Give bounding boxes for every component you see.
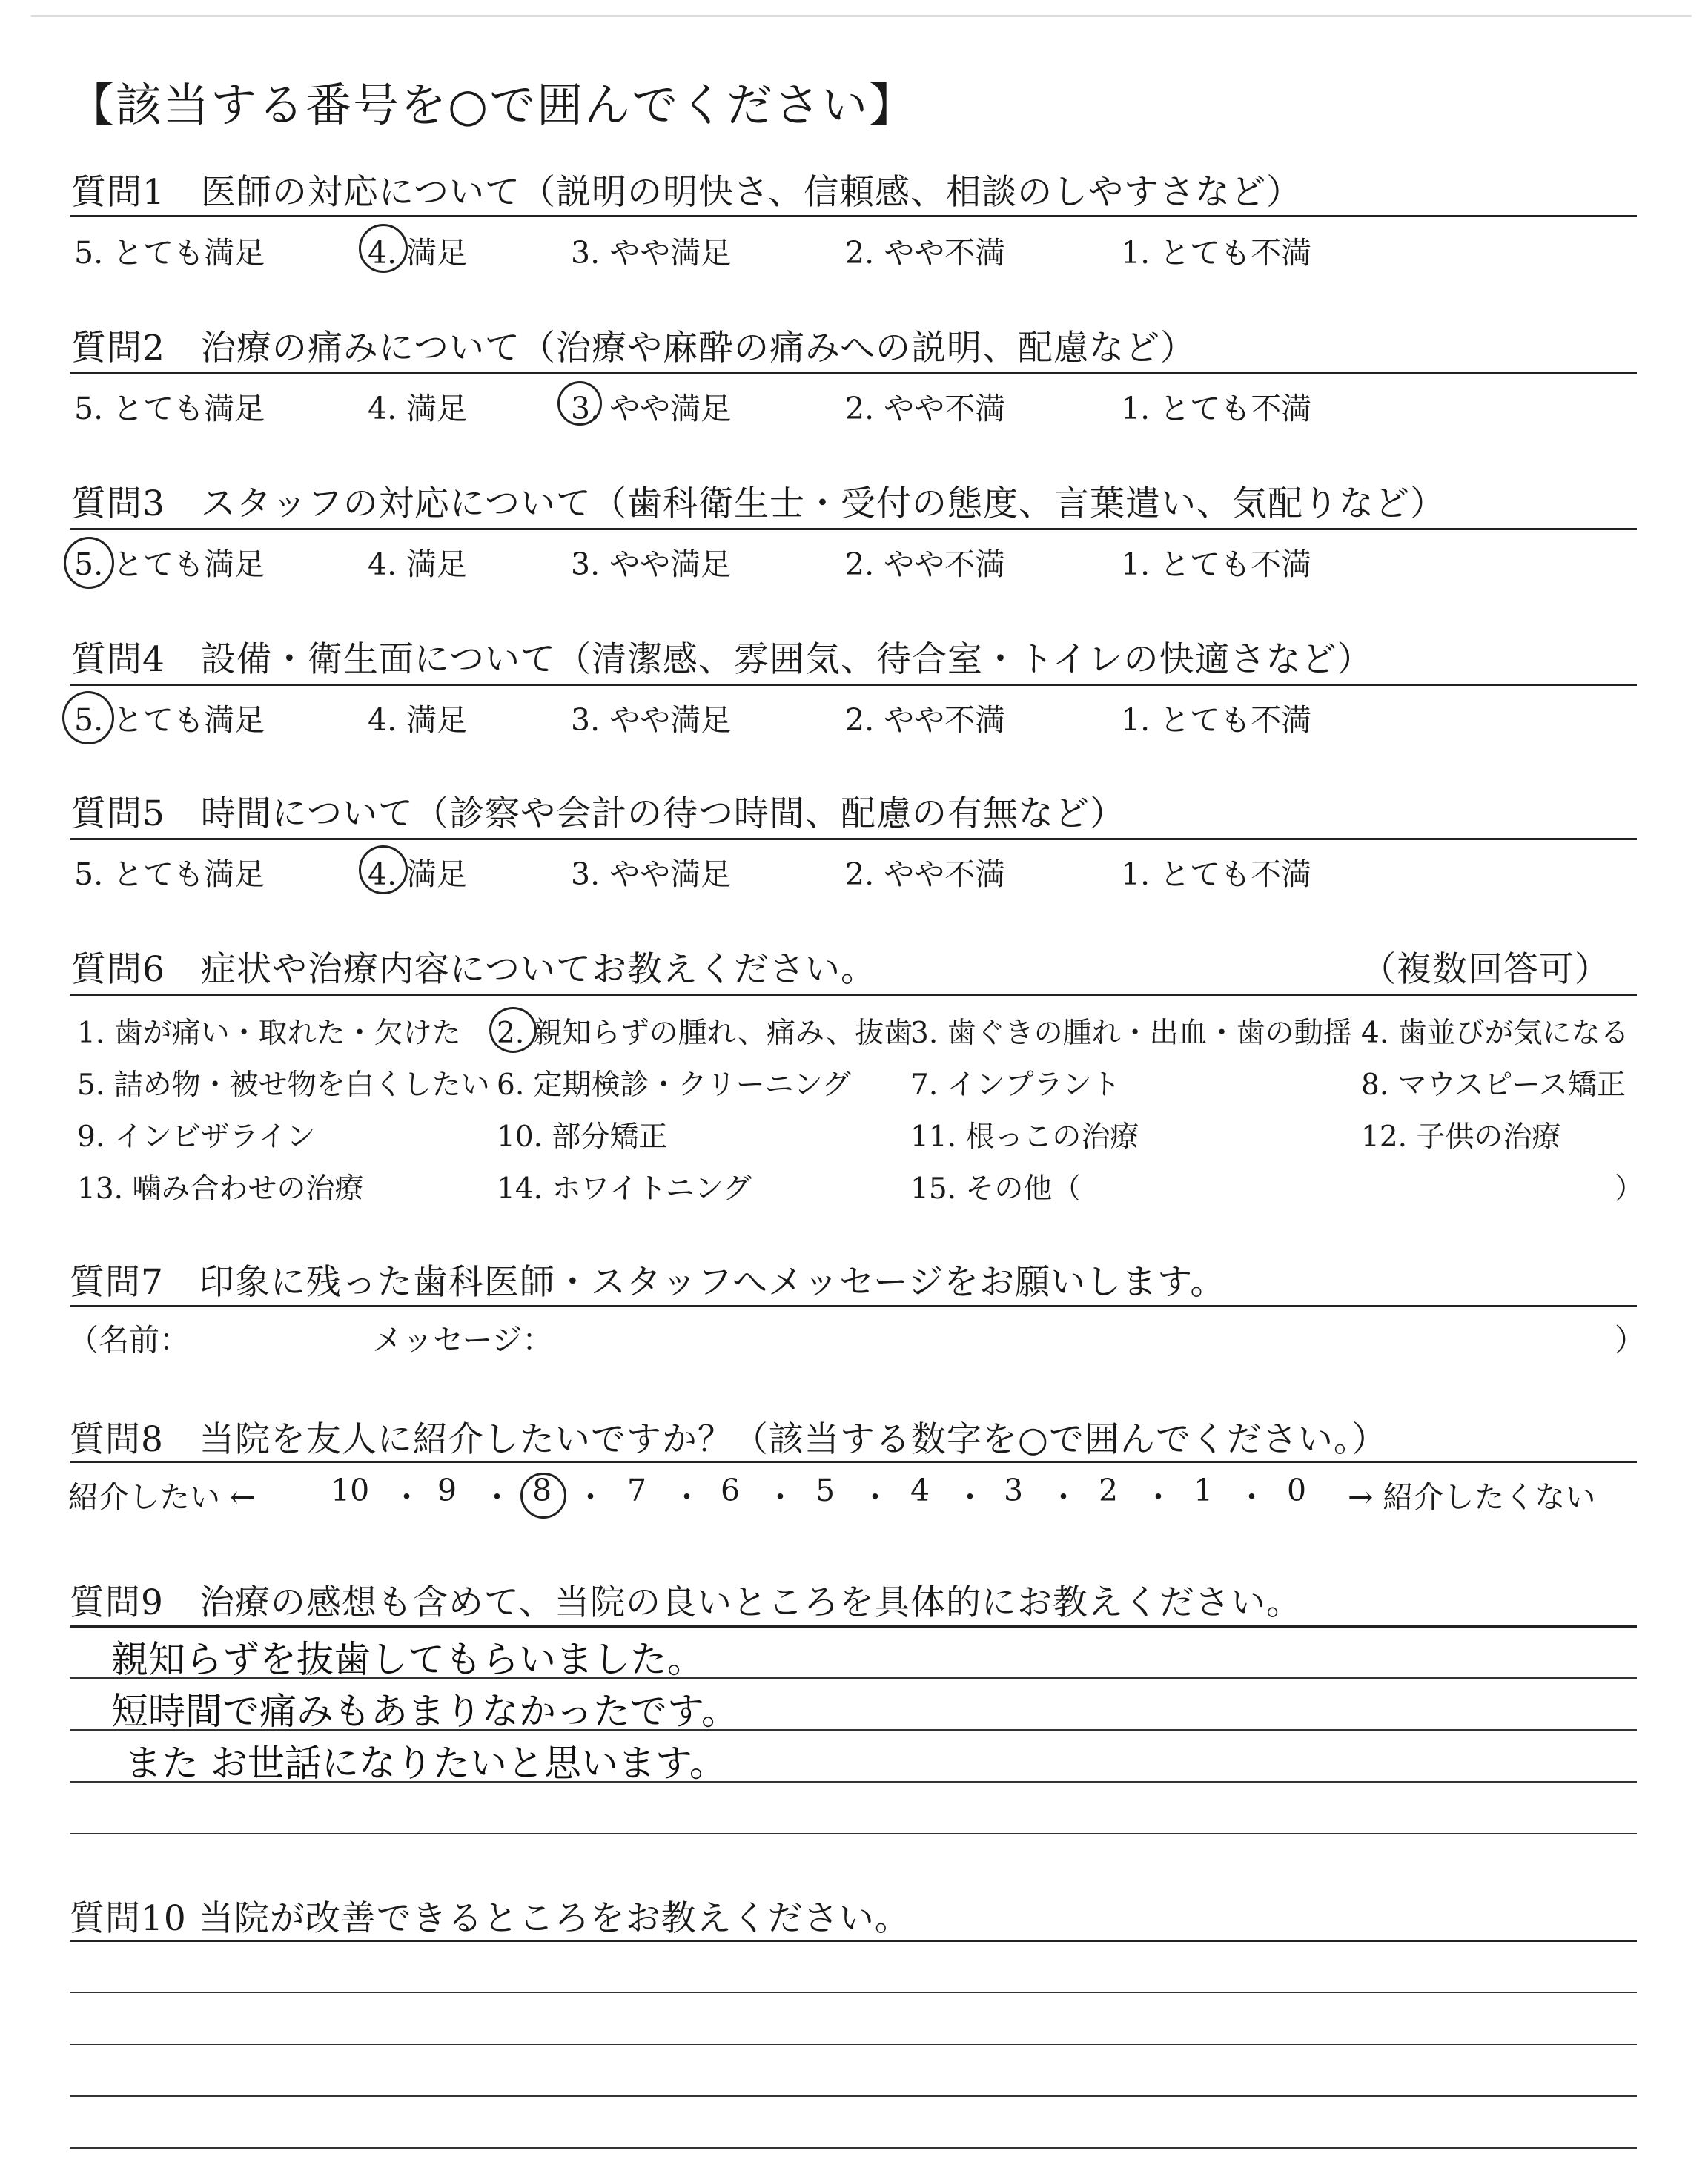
- q6-option-3[interactable]: 3. 歯ぐきの腫れ・出血・歯の動揺: [910, 1017, 1352, 1050]
- q6-option-4[interactable]: 4. 歯並びが気になる: [1361, 1017, 1629, 1050]
- q8-separator: ・: [1143, 1479, 1174, 1515]
- q8-selection-circle: [520, 1473, 566, 1519]
- q8-scale-10[interactable]: 10: [331, 1473, 370, 1508]
- q8-rule: [70, 1461, 1637, 1463]
- q4-rule: [70, 684, 1637, 686]
- q10-answer-line: [70, 1992, 1637, 1993]
- q8-separator: ・: [391, 1479, 422, 1515]
- q3-option-4[interactable]: 4. 満足: [368, 546, 468, 582]
- q6-option-9[interactable]: 9. インビザライン: [77, 1120, 316, 1154]
- q9-heading: 質問9 治療の感想も含めて、当院の良いところを具体的にお教えください。: [70, 1582, 1302, 1623]
- q2-heading: 質問2 治療の痛みについて（治療や麻酔の痛みへの説明、配慮など）: [71, 328, 1196, 369]
- q10-heading: 質問10 当院が改善できるところをお教えください。: [70, 1898, 910, 1939]
- q6-option-12[interactable]: 12. 子供の治療: [1361, 1120, 1561, 1154]
- q8-separator: ・: [1237, 1479, 1267, 1515]
- q5-option-3[interactable]: 3. やや満足: [571, 856, 732, 892]
- q8-scale-1[interactable]: 1: [1194, 1473, 1214, 1508]
- q1-rule: [70, 215, 1637, 217]
- q4-option-3[interactable]: 3. やや満足: [571, 702, 732, 738]
- q8-scale-2[interactable]: 2: [1099, 1473, 1119, 1508]
- q1-option-2[interactable]: 2. やや不満: [845, 235, 1006, 271]
- q1-option-3[interactable]: 3. やや満足: [571, 235, 732, 271]
- q9-handwritten-line-1: 親知らずを抜歯してもらいました。: [111, 1638, 704, 1681]
- q5-option-1[interactable]: 1. とても不満: [1121, 856, 1312, 892]
- q3-heading: 質問3 スタッフの対応について（歯科衛生士・受付の態度、言葉遣い、気配りなど）: [71, 483, 1446, 524]
- q8-scale-4[interactable]: 4: [910, 1473, 930, 1508]
- q6-selection-circle: [489, 1007, 537, 1053]
- q5-option-5[interactable]: 5. とても満足: [74, 856, 265, 892]
- q3-option-5[interactable]: 5. とても満足: [74, 546, 265, 582]
- q6-rule: [70, 994, 1637, 996]
- q3-option-3[interactable]: 3. やや満足: [571, 546, 732, 582]
- q6-option-15-other[interactable]: 15. その他（: [910, 1172, 1082, 1206]
- q8-heading: 質問8 当院を友人に紹介したいですか？（該当する数字を○で囲んでください。）: [70, 1419, 1388, 1460]
- q8-scale-0[interactable]: 0: [1287, 1473, 1307, 1508]
- q6-option-13[interactable]: 13. 噛み合わせの治療: [77, 1172, 364, 1206]
- q2-option-2[interactable]: 2. やや不満: [845, 391, 1006, 426]
- q2-option-5[interactable]: 5. とても満足: [74, 391, 265, 426]
- q8-scale-5[interactable]: 5: [815, 1473, 835, 1508]
- q7-heading: 質問7 印象に残った歯科医師・スタッフへメッセージをお願いします。: [70, 1262, 1226, 1303]
- q3-selection-circle: [64, 537, 114, 589]
- q6-option-11[interactable]: 11. 根っこの治療: [910, 1120, 1139, 1154]
- q5-rule: [70, 838, 1637, 840]
- q10-answer-line: [70, 2095, 1637, 2097]
- q7-close-paren: ）: [1615, 1322, 1645, 1358]
- q6-option-6[interactable]: 6. 定期検診・クリーニング: [497, 1069, 851, 1102]
- q2-option-1[interactable]: 1. とても不満: [1121, 391, 1312, 426]
- q6-heading: 質問6 症状や治療内容についてお教えください。: [71, 949, 876, 990]
- q6-multiple-answer-note: （複数回答可）: [1361, 949, 1610, 990]
- q5-option-2[interactable]: 2. やや不満: [845, 856, 1006, 892]
- q10-rule: [70, 1940, 1637, 1942]
- q8-separator: ・: [860, 1479, 890, 1515]
- q5-selection-circle: [359, 845, 408, 894]
- q4-selection-circle: [62, 691, 114, 744]
- q8-scale-6[interactable]: 6: [721, 1473, 741, 1508]
- q1-option-4[interactable]: 4. 満足: [368, 235, 468, 271]
- q3-option-1[interactable]: 1. とても不満: [1121, 546, 1312, 582]
- q6-option-10[interactable]: 10. 部分矯正: [497, 1120, 668, 1154]
- page-title: 【該当する番号を○で囲んでください】: [68, 78, 917, 132]
- q6-option-7[interactable]: 7. インプラント: [910, 1069, 1121, 1102]
- q9-handwritten-line-2: 短時間で痛みもあまりなかったです。: [111, 1690, 738, 1733]
- q5-option-4[interactable]: 4. 満足: [368, 856, 468, 892]
- q8-left-label: 紹介したい ←: [68, 1479, 256, 1515]
- q2-selection-circle: [557, 381, 602, 426]
- q8-separator: ・: [672, 1479, 702, 1515]
- q3-option-2[interactable]: 2. やや不満: [845, 546, 1006, 582]
- q9-handwritten-line-3: また お世話になりたいと思います。: [125, 1742, 726, 1785]
- q1-selection-circle: [359, 224, 408, 273]
- q7-name-label: （名前：: [68, 1322, 190, 1358]
- q5-heading: 質問5 時間について（診察や会計の待つ時間、配慮の有無など）: [71, 793, 1125, 834]
- q8-scale-7[interactable]: 7: [627, 1473, 647, 1508]
- q8-right-label: → 紹介したくない: [1348, 1479, 1596, 1515]
- q8-separator: ・: [1048, 1479, 1079, 1515]
- scan-edge-line: [31, 15, 1692, 17]
- q2-option-3[interactable]: 3. やや満足: [571, 391, 732, 426]
- q8-separator: ・: [765, 1479, 795, 1515]
- q9-rule: [70, 1625, 1637, 1628]
- q8-scale-3[interactable]: 3: [1004, 1473, 1024, 1508]
- q8-separator: ・: [482, 1479, 512, 1515]
- q7-rule: [70, 1305, 1637, 1307]
- q1-heading: 質問1 医師の対応について（説明の明快さ、信頼感、相談のしやすさなど）: [71, 172, 1302, 213]
- q8-separator: ・: [955, 1479, 985, 1515]
- q4-option-5[interactable]: 5. とても満足: [74, 702, 265, 738]
- q8-scale-9[interactable]: 9: [437, 1473, 457, 1508]
- q1-option-1[interactable]: 1. とても不満: [1121, 235, 1312, 271]
- q4-heading: 質問4 設備・衛生面について（清潔感、雰囲気、待合室・トイレの快適さなど）: [71, 639, 1373, 680]
- q8-scale-8[interactable]: 8: [532, 1473, 552, 1508]
- q3-rule: [70, 528, 1637, 530]
- q2-option-4[interactable]: 4. 満足: [368, 391, 468, 426]
- q6-option-8[interactable]: 8. マウスピース矯正: [1361, 1069, 1626, 1102]
- q1-option-5[interactable]: 5. とても満足: [74, 235, 265, 271]
- q6-other-close-paren: ）: [1615, 1172, 1644, 1206]
- q9-answer-line: [70, 1833, 1637, 1834]
- q4-option-1[interactable]: 1. とても不満: [1121, 702, 1312, 738]
- q10-answer-line: [70, 2044, 1637, 2045]
- q6-option-1[interactable]: 1. 歯が痛い・取れた・欠けた: [77, 1017, 461, 1050]
- q10-answer-line: [70, 2147, 1637, 2149]
- q4-option-2[interactable]: 2. やや不満: [845, 702, 1006, 738]
- q2-rule: [70, 372, 1637, 374]
- q8-separator: ・: [575, 1479, 606, 1515]
- q6-option-14[interactable]: 14. ホワイトニング: [497, 1172, 752, 1206]
- q6-option-5[interactable]: 5. 詰め物・被せ物を白くしたい: [77, 1069, 490, 1102]
- q6-option-2[interactable]: 2. 親知らずの腫れ、痛み、抜歯: [497, 1017, 913, 1050]
- q4-option-4[interactable]: 4. 満足: [368, 702, 468, 738]
- q7-message-label: メッセージ：: [372, 1322, 553, 1358]
